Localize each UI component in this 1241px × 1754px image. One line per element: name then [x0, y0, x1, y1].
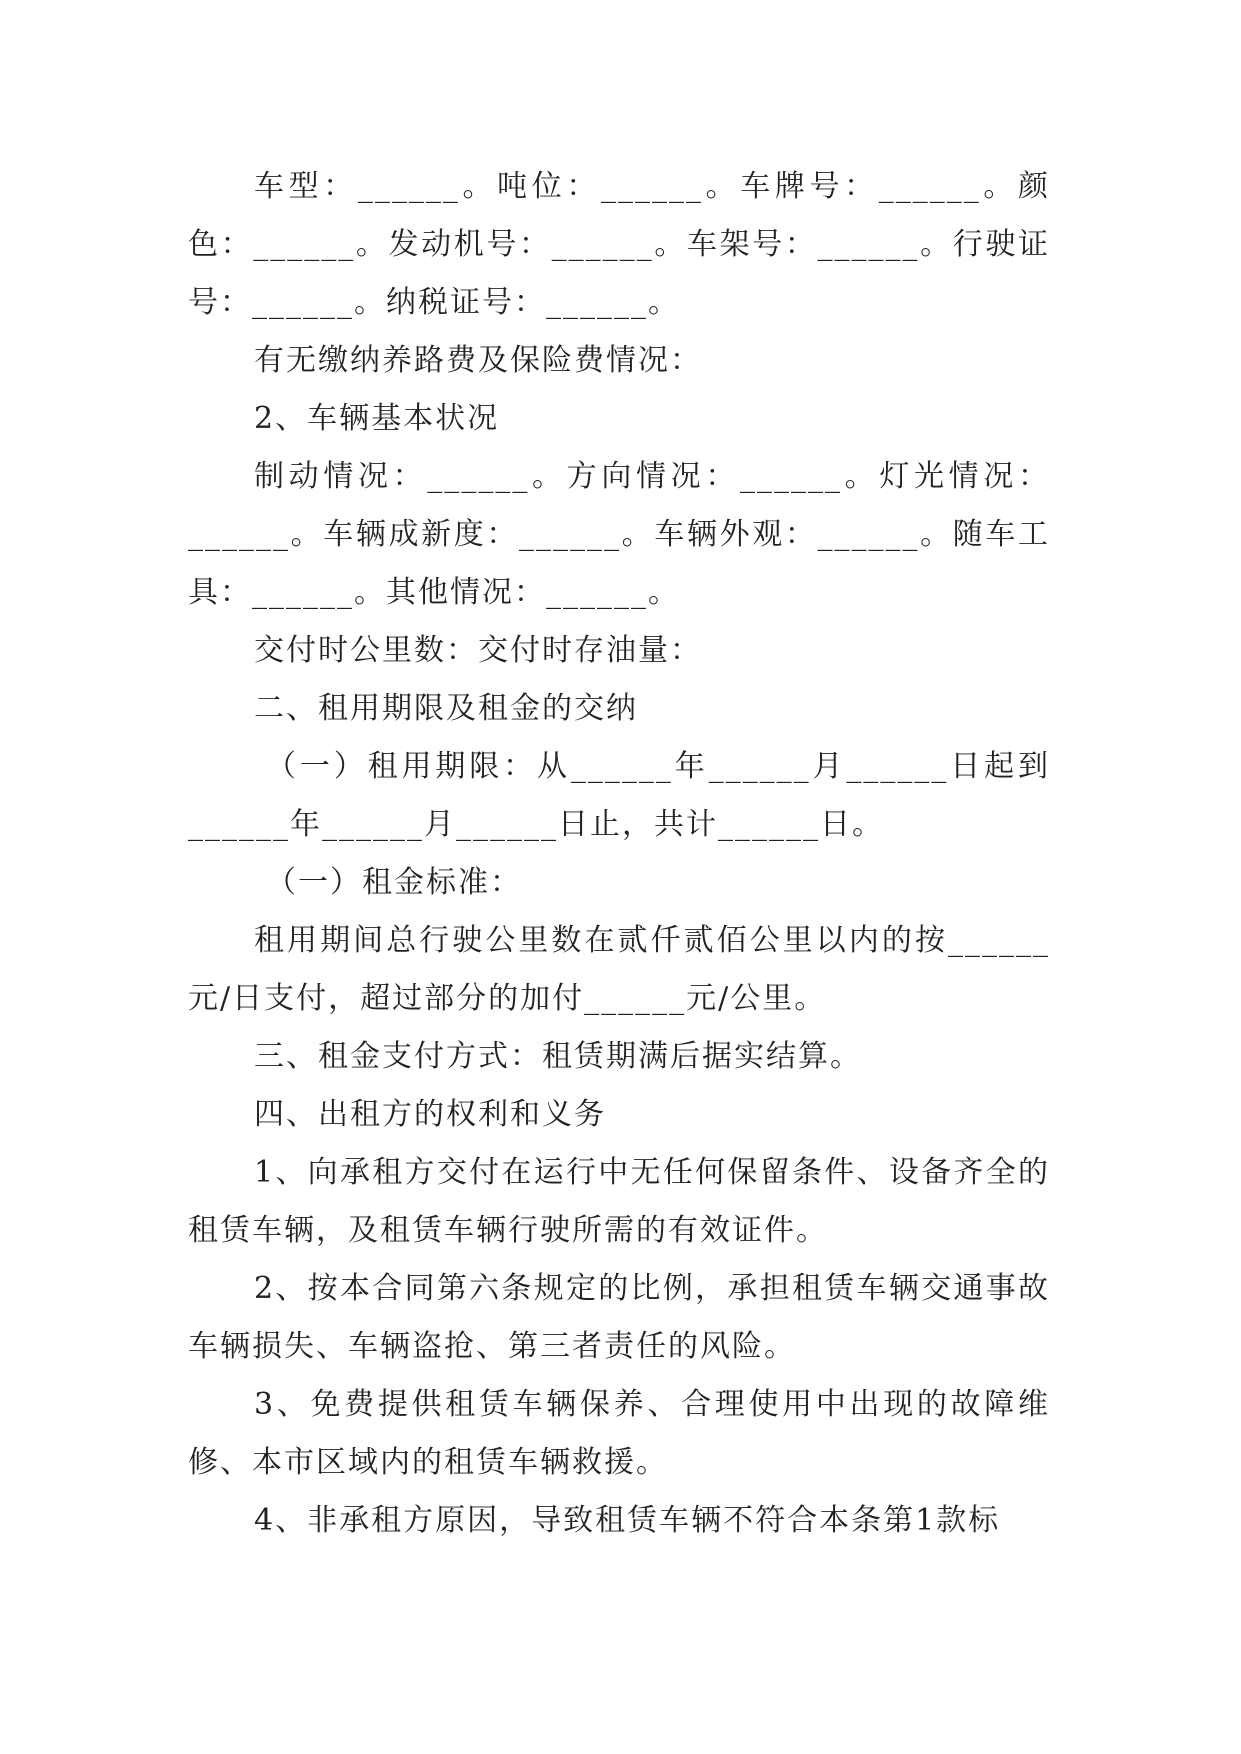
rental-period-paragraph: （一）租用期限：从______年______月______日起到______年______月______日止，共计______日。 — [188, 749, 1050, 842]
section-2-heading: 二、租用期限及租金的交纳 — [254, 691, 638, 726]
vehicle-condition-paragraph: 制动情况：______。方向情况：______。灯光情况：______。车辆成新度：______。车辆外观：______。随车工具：______。其他情况：______。 — [188, 459, 1050, 610]
vehicle-info-paragraph: 车型：______。吨位：______。车牌号：______。颜色：______。发动机号：______。车架号：______。行驶证号：______。纳税证号：______。 — [188, 169, 1050, 320]
lessor-duty-4: 4、非承租方原因，导致租赁车辆不符合本条第1款标 — [254, 1503, 1001, 1538]
rent-standard-paragraph: 租用期间总行驶公里数在贰仟贰佰公里以内的按______元/日支付，超过部分的加付______元/公里。 — [188, 923, 1050, 1016]
section-3-paragraph: 三、租金支付方式：租赁期满后据实结算。 — [254, 1039, 862, 1074]
lessor-duty-2: 2、按本合同第六条规定的比例，承担租赁车辆交通事故车辆损失、车辆盗抢、第三者责任的风险。 — [188, 1271, 1050, 1364]
contract-body — [188, 158, 1050, 1550]
vehicle-status-heading: 2、车辆基本状况 — [254, 401, 500, 436]
rent-standard-heading: （一）租金标准： — [266, 865, 522, 900]
road-fee-insurance-paragraph: 有无缴纳养路费及保险费情况： — [254, 343, 702, 378]
delivery-mileage-paragraph: 交付时公里数：交付时存油量： — [254, 633, 702, 668]
section-4-heading: 四、出租方的权利和义务 — [254, 1097, 606, 1132]
lessor-duty-3: 3、免费提供租赁车辆保养、合理使用中出现的故障维修、本市区域内的租赁车辆救援。 — [188, 1387, 1050, 1480]
lessor-duty-1: 1、向承租方交付在运行中无任何保留条件、设备齐全的租赁车辆，及租赁车辆行驶所需的有效证件。 — [188, 1155, 1050, 1248]
